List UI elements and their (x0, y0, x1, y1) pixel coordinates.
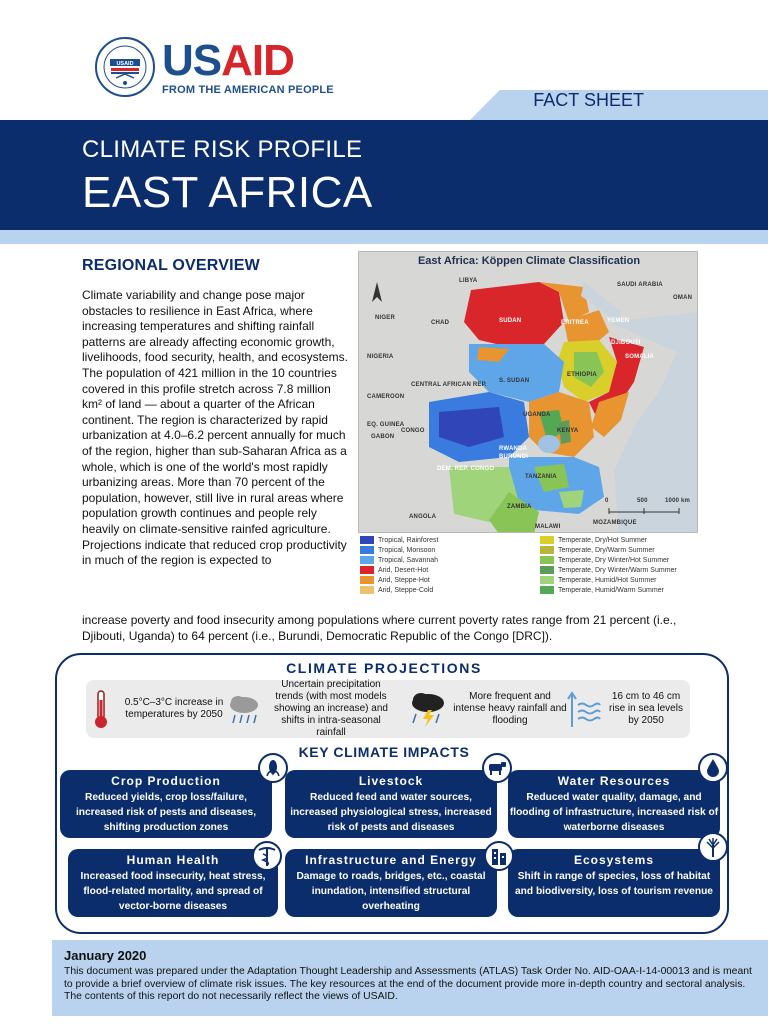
legend-swatch (540, 566, 554, 574)
projection-heavy-rainfall (408, 684, 572, 734)
projection-sea-level (566, 684, 688, 734)
projection-precipitation (226, 679, 432, 738)
map-scale-0: 0 (605, 498, 609, 504)
legend-swatch (360, 576, 374, 584)
map-label-eritrea: ERITREA (561, 320, 589, 326)
map-label-niger: NIGER (375, 315, 396, 321)
map-label-burundi: BURUNDI (499, 454, 529, 460)
legend-item (360, 555, 438, 565)
legend-swatch (360, 546, 374, 554)
projection-precipitation-text: Uncertain precipitation trends (with most models showing an increase) and shifts in intra-seasonal rainfall (274, 679, 388, 738)
legend-label: Tropical, Rainforest (378, 536, 439, 544)
regional-overview-text: Climate variability and change pose major obstacles to resilience in East Africa, where increasing temperatures and shifting rainfall patterns are already affecting economic growth, livelihoods, food security, health, and ecosystems. The population of 421 million in the 10 countries covered in this profile stretch across 7.8 million km² of land — about a quarter of the African continent. The region is characterized by rapid urbanization at 4.0–6.2 percent annually for much of the region, higher than sub-Saharan Africa as a whole, which is one of the world's most rapidly urbanizing areas. More than 70 percent of the population, however, still live in rural areas where population growth continues and people rely heavily on climate-sensitive rainfed agriculture. Projections indicate that reduced crop productivity in much of the region is expected to (82, 288, 348, 568)
impact-livestock (285, 770, 497, 838)
legend-label: Temperate, Dry/Hot Summer (558, 536, 648, 544)
legend-label: Temperate, Dry Winter/Warm Summer (558, 566, 677, 574)
projection-heavy-rainfall-text: More frequent and intense heavy rainfall and flooding (453, 691, 567, 726)
legend-label: Arid, Desert-Hot (378, 566, 429, 574)
map-label-gabon: GABON (371, 434, 395, 440)
map-label-saudi: SAUDI ARABIA (617, 282, 663, 288)
map-label-ssudan: S. SUDAN (499, 378, 530, 384)
page-title: EAST AFRICA (82, 168, 373, 217)
map-label-cameroon: CAMEROON (367, 394, 405, 400)
legend-item (540, 555, 677, 565)
impact-crop-production-text: Reduced yields, crop loss/failure, increased risk of pests and diseases, shifting production zones (75, 792, 257, 833)
regional-overview-continued: increase poverty and food insecurity among populations where current poverty rates range from 21 percent (i.e., Djibouti, Uganda) to 64 percent (i.e., Burundi, Democratic Republic of the Congo [DRC]). (82, 613, 677, 643)
map-label-sudan: SUDAN (499, 318, 522, 324)
legend-label: Temperate, Dry/Warm Summer (558, 546, 655, 554)
impact-human-health (68, 849, 278, 917)
corn-icon (258, 753, 288, 783)
usaid-wordmark (162, 35, 334, 85)
projection-temperature-text: 0.5°C–3°C increase in temperatures by 2050 (124, 697, 224, 720)
legend-label: Temperate, Humid/Hot Summer (558, 576, 657, 584)
impact-ecosystems-text: Shift in range of species, loss of habitat and biodiversity, loss of tourism revenue (515, 871, 713, 897)
building-icon (484, 841, 514, 871)
impact-crop-production-title: Crop Production (111, 774, 221, 788)
thermometer-icon (90, 688, 112, 730)
map-label-yemen: YEMEN (607, 318, 630, 324)
legend-swatch (540, 576, 554, 584)
map-label-oman: OMAN (673, 295, 693, 301)
legend-label: Tropical, Savannah (378, 556, 439, 564)
impact-ecosystems (508, 849, 720, 917)
map-label-somalia: SOMALIA (625, 354, 655, 360)
map-label-eqguinea: EQ. GUINEA (367, 422, 405, 428)
legend-swatch (360, 566, 374, 574)
footer-disclaimer: This document was prepared under the Adaptation Thought Leadership and Assessments (ATLAS) Task Order No. AID-OAA-I-14-00013 and is meant to provide a brief overview of climate risk issues. The key resources at the end of the document provide more in-depth country and sectoral analysis. The contents of this report do not necessarily reflect the views of USAID. (64, 966, 752, 1003)
map-label-rwanda: RWANDA (499, 446, 528, 452)
legend-item (360, 535, 438, 545)
legend-item (540, 545, 677, 555)
impact-infrastructure-energy-text: Damage to roads, bridges, etc., coastal inundation, intensified structural overheating (296, 871, 486, 912)
map-label-drc: DEM. REP. CONGO (437, 466, 495, 472)
impact-crop-production (60, 770, 272, 838)
impact-water-resources-title: Water Resources (557, 774, 671, 788)
legend-column-left (360, 535, 438, 595)
map-label-angola: ANGOLA (409, 514, 437, 520)
footer-band (52, 940, 768, 1016)
map-label-uganda: UGANDA (523, 412, 551, 418)
legend-label: Temperate, Humid/Warm Summer (558, 586, 664, 594)
legend-swatch (540, 586, 554, 594)
legend-swatch (360, 536, 374, 544)
logo-tagline: FROM THE AMERICAN PEOPLE (162, 83, 334, 96)
tree-icon (698, 832, 728, 862)
legend-item (540, 565, 677, 575)
legend-item (540, 575, 677, 585)
doc-type-label: FACT SHEET (533, 90, 644, 110)
map-label-nigeria: NIGERIA (367, 354, 394, 360)
legend-item (540, 585, 677, 595)
map-label-mozambique: MOZAMBIQUE (593, 520, 637, 526)
legend-swatch (540, 556, 554, 564)
map-graphic (359, 252, 698, 533)
water-drop-icon (698, 753, 728, 783)
map-scale-1000: 1000 km (665, 498, 691, 504)
legend-swatch (540, 536, 554, 544)
impact-water-resources (508, 770, 720, 838)
legend-label: Arid, Steppe-Hot (378, 576, 430, 584)
map-label-ethiopia: ETHIOPIA (567, 372, 597, 378)
impact-human-health-title: Human Health (126, 853, 220, 867)
impact-infrastructure-energy (285, 849, 497, 917)
impact-livestock-title: Livestock (358, 774, 424, 788)
rain-cloud-icon (226, 691, 262, 727)
legend-swatch (360, 586, 374, 594)
map-label-malawi: MALAWI (535, 524, 561, 530)
cow-icon (482, 753, 512, 783)
map-scale-500: 500 (637, 498, 648, 504)
legend-item (540, 535, 677, 545)
map-label-djibouti: DJIBOUTI (611, 340, 641, 346)
koppen-climate-map (358, 251, 698, 533)
impact-ecosystems-title: Ecosystems (573, 853, 655, 867)
legend-item (360, 575, 438, 585)
regional-overview-heading: REGIONAL OVERVIEW (82, 257, 260, 274)
map-title: East Africa: Köppen Climate Classification (417, 255, 641, 267)
projection-sea-level-text: 16 cm to 46 cm rise in sea levels by 2050 (609, 691, 683, 726)
sea-level-icon (566, 687, 602, 731)
legend-label: Temperate, Dry Winter/Hot Summer (558, 556, 670, 564)
title-banner (0, 120, 768, 230)
impact-water-resources-text: Reduced water quality, damage, and flooding of infrastructure, increased risk of waterborne diseases (509, 792, 719, 833)
title-underline-band (0, 230, 768, 244)
legend-column-right (540, 535, 677, 595)
legend-swatch (540, 546, 554, 554)
caduceus-icon (252, 841, 282, 871)
wordmark-aid: AID (221, 35, 294, 85)
key-climate-impacts-heading: KEY CLIMATE IMPACTS (298, 744, 470, 760)
legend-item (360, 585, 438, 595)
map-label-kenya: KENYA (557, 428, 579, 434)
climate-projections-heading: CLIMATE PROJECTIONS (286, 660, 482, 676)
map-label-zambia: ZAMBIA (507, 504, 532, 510)
impact-infrastructure-energy-title: Infrastructure and Energy (305, 853, 477, 867)
map-legend (360, 535, 700, 597)
page-subtitle: CLIMATE RISK PROFILE (82, 136, 363, 163)
impact-livestock-text: Reduced feed and water sources, increased physiological stress, increased risk of pests and diseases (290, 792, 492, 833)
legend-item (360, 545, 438, 555)
map-label-congo: CONGO (401, 428, 425, 434)
impact-human-health-text: Increased food insecurity, heat stress, flood-related mortality, and spread of vector-borne diseases (80, 871, 266, 912)
legend-swatch (360, 556, 374, 564)
map-label-chad: CHAD (431, 320, 450, 326)
publication-date: January 2020 (64, 948, 147, 963)
legend-label: Arid, Steppe-Cold (378, 586, 434, 594)
map-label-car: CENTRAL AFRICAN REP. (411, 382, 487, 388)
header-accent-band (0, 90, 768, 120)
legend-item (360, 565, 438, 575)
projection-temperature (90, 684, 240, 734)
usaid-seal-icon (94, 36, 156, 98)
map-label-tanzania: TANZANIA (525, 474, 557, 480)
legend-label: Tropical, Monsoon (378, 546, 436, 554)
wordmark-us: US (162, 35, 222, 85)
storm-cloud-icon (408, 690, 448, 728)
map-label-libya: LIBYA (459, 278, 478, 284)
seal-text: USAID (116, 61, 134, 67)
